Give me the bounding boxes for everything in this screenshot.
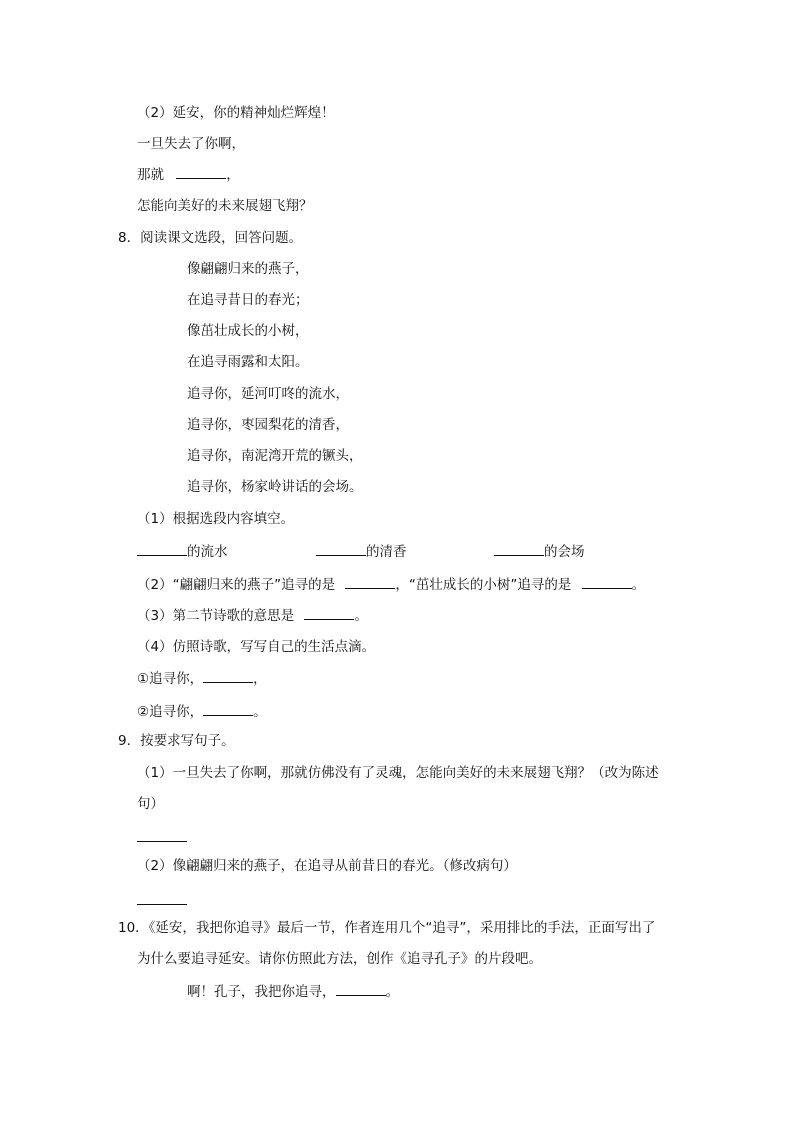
q9-title: 9．按要求写句子。 — [118, 733, 235, 749]
q7-sub2-line2: 一旦失去了你啊， — [137, 136, 245, 152]
answer-blank[interactable] — [336, 994, 386, 996]
answer-blank[interactable] — [137, 554, 187, 556]
q10-line3-punct: 。 — [385, 984, 399, 1000]
answer-blank[interactable] — [494, 554, 544, 556]
sub3-text-a: （3）第二节诗歌的意思是 — [137, 608, 295, 624]
poem-line: 像翩翩归来的燕子， — [187, 261, 309, 277]
answer-blank[interactable] — [316, 554, 366, 556]
q10-line1: 10．《延安，我把你追寻》最后一节，作者连用几个“追寻”，采用排比的手法，正面写出了 — [118, 920, 656, 936]
answer-blank[interactable] — [203, 714, 253, 716]
item-text: ①追寻你， — [137, 671, 204, 687]
q8-fill-3 — [494, 543, 585, 561]
poem-line: 追寻你，枣园梨花的清香， — [187, 417, 349, 433]
answer-blank[interactable] — [345, 587, 395, 589]
item-text: ②追寻你， — [137, 704, 204, 720]
answer-blank[interactable] — [137, 903, 187, 905]
q10-line3 — [187, 983, 399, 1001]
item-punct: ， — [253, 671, 267, 687]
q8-fill-1 — [137, 543, 228, 561]
sub3-text-b: 。 — [354, 608, 368, 624]
q8-title: 8．阅读课文选段，回答问题。 — [118, 230, 303, 246]
sub2-text-b: ，“茁壮成长的小树”追寻的是 — [395, 577, 572, 593]
q9-sub1-line1: （1）一旦失去了你啊，那就仿佛没有了灵魂，怎能向美好的未来展翅飞翔？（改为陈述 — [137, 765, 659, 781]
poem-line: 追寻你，杨家岭讲话的会场。 — [187, 479, 363, 495]
q8-sub1: （1）根据选段内容填空。 — [137, 511, 295, 527]
q7-sub2-line3 — [137, 166, 240, 184]
q8-fill-2 — [316, 543, 407, 561]
poem-line: 在追寻昔日的春光； — [187, 292, 309, 308]
poem-line: 像茁壮成长的小树， — [187, 323, 309, 339]
q10-line3-text: 啊！孔子，我把你追寻， — [187, 984, 336, 1000]
q9-sub1-line2: 句） — [137, 796, 164, 812]
line-prefix: 那就 — [137, 167, 164, 183]
answer-blank[interactable] — [176, 177, 226, 179]
q8-sub3 — [137, 607, 368, 625]
poem-line: 在追寻雨露和太阳。 — [187, 354, 309, 370]
line-suffix: ， — [226, 167, 240, 183]
answer-blank[interactable] — [304, 618, 354, 620]
q8-item-1 — [137, 670, 267, 688]
item-punct: 。 — [253, 704, 267, 720]
q7-sub2-line4: 怎能向美好的未来展翅飞翔？ — [137, 198, 313, 214]
sub2-text-a: （2）“翩翩归来的燕子”追寻的是 — [137, 577, 336, 593]
q8-item-2 — [137, 703, 267, 721]
q8-sub2 — [137, 576, 645, 594]
poem-line: 追寻你，延河叮咚的流水， — [187, 386, 349, 402]
fill-label: 的清香 — [366, 544, 407, 560]
answer-blank[interactable] — [137, 840, 187, 842]
fill-label: 的流水 — [187, 544, 228, 560]
answer-blank[interactable] — [203, 681, 253, 683]
q10-line2: 为什么要追寻延安。请你仿照此方法，创作《追寻孔子》的片段吧。 — [137, 951, 542, 967]
poem-line: 追寻你，南泥湾开荒的镢头， — [187, 448, 363, 464]
fill-label: 的会场 — [544, 544, 585, 560]
q9-sub2: （2）像翩翩归来的燕子，在追寻从前昔日的春光。（修改病句） — [137, 858, 517, 874]
q9-sub1-answer — [137, 829, 187, 847]
answer-blank[interactable] — [582, 587, 632, 589]
q8-sub4: （4）仿照诗歌，写写自己的生活点滴。 — [137, 639, 376, 655]
sub2-text-c: 。 — [631, 577, 646, 593]
q9-sub2-answer — [137, 892, 187, 910]
q7-sub2-line1: （2）延安，你的精神灿烂辉煌！ — [137, 105, 335, 121]
